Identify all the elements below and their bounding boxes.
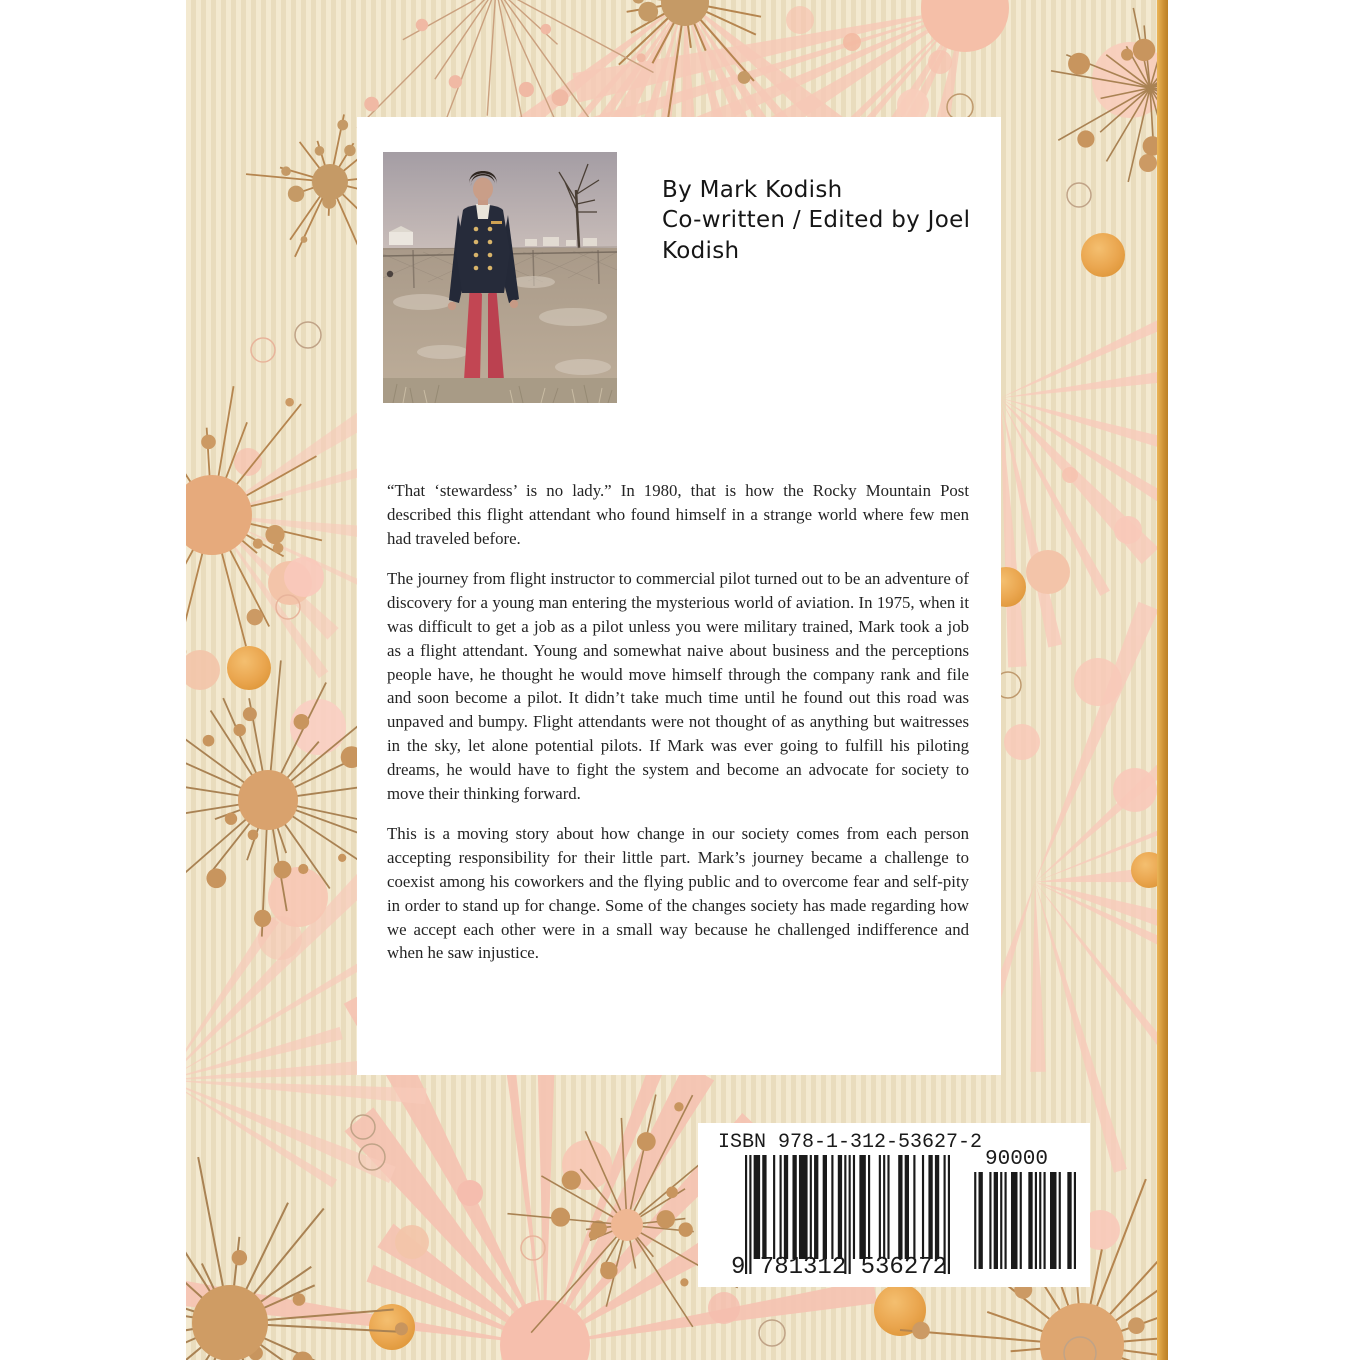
price-code: 90000 — [985, 1148, 1049, 1171]
back-cover-paragraph: The journey from flight instructor to commercial pilot turned out to be an adventure of discovery for a young man entering the mysterious world of aviation. In 1975, when it was difficult to get a job as a pilot unless you were military trained, Mark took a job as a flight attendant. Young and somewhat naive about business and the perceptions people have, he thought he would move himself through the company rank and file and soon become a pilot. It didn’t take much time until he found out this road was unpaved and bumpy. Flight attendants were not thought of as anything but waitresses in the sky, let alone potential pilots. If Mark was ever going to fulfill his piloting dreams, he would have to fight the system and become an advocate for society to move their thinking forward. — [387, 569, 969, 803]
byline — [662, 175, 977, 266]
ean13-digits: 9 781312 536272 — [731, 1254, 948, 1281]
author-photo — [383, 152, 617, 403]
back-cover-paragraph: “That ‘stewardess’ is no lady.” In 1980, that is how the Rocky Mountain Post described this flight attendant who found himself in a strange world where few men had traveled before. — [387, 481, 969, 548]
barcode-panel — [698, 1123, 1090, 1287]
content-panel — [357, 117, 1001, 1075]
gold-spine-edge — [1157, 0, 1168, 1360]
author-photo-image — [383, 152, 617, 403]
distant-building — [389, 232, 413, 245]
back-cover — [186, 0, 1168, 1360]
ean5-addon-barcode — [972, 1172, 1076, 1269]
byline-author: By Mark Kodish — [662, 177, 843, 203]
back-cover-paragraph: This is a moving story about how change in our society comes from each person accepting responsibility for their little part. Mark’s journey became a challenge to coexist among his coworkers and the flying public and to overcome fear and self-pity in order to stand up for change. Some of the changes society has made regarding how we accept each other were in a small way because he challenged indifference and when he saw injustice. — [387, 824, 969, 963]
isbn-number: ISBN 978-1-312-53627-2 — [718, 1131, 983, 1154]
byline-cowriter: Co-written / Edited by Joel Kodish — [662, 207, 971, 264]
back-cover-text — [387, 479, 969, 982]
photo-blemish — [387, 271, 393, 277]
foreground-grass — [383, 378, 617, 403]
